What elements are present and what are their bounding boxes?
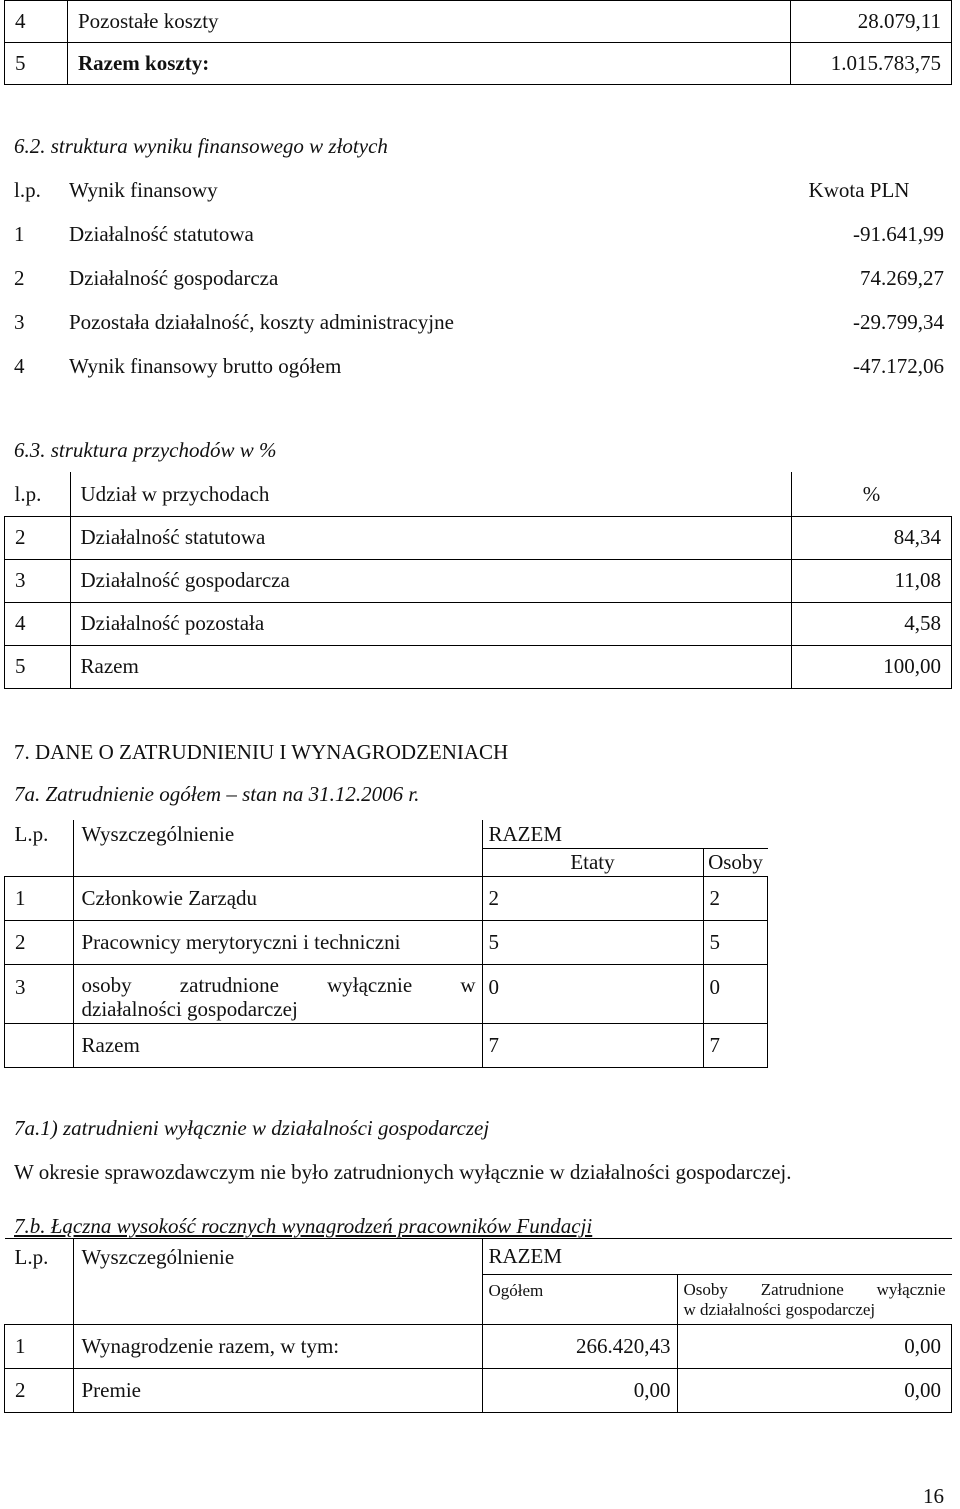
table-row [5, 1325, 952, 1369]
lp-cell: 1 [14, 221, 25, 246]
lp-cell: 2 [14, 265, 25, 290]
osoby-cell: 5 [703, 920, 768, 964]
table-header-row [5, 1275, 952, 1325]
osoby-header-line-1: Osoby Zatrudnione wyłącznie [683, 1279, 946, 1299]
name-cell: Pozostała działalność, koszty administracyjne [69, 309, 454, 334]
section-heading-6-2: 6.2. struktura wyniku finansowego w złotych [14, 134, 388, 158]
lp-header: l.p. [5, 472, 71, 516]
table-row [5, 876, 768, 920]
table-row [14, 212, 944, 256]
table-row [5, 1023, 768, 1067]
value-cell: 1.015.783,75 [791, 43, 952, 85]
ogolem-cell: 266.420,43 [482, 1325, 677, 1369]
lp-cell: 1 [5, 1325, 74, 1369]
costs-table [4, 0, 952, 85]
name-cell: Działalność pozostała [70, 602, 791, 645]
table-header-row [5, 1239, 952, 1275]
empty-cell [5, 1275, 74, 1325]
empty-cell [73, 848, 482, 876]
table-row [5, 559, 952, 602]
name-header: Wyszczególnienie [73, 1239, 482, 1275]
lp-cell: 2 [5, 920, 74, 964]
lp-cell: 2 [5, 516, 71, 559]
name-cell: Premie [73, 1369, 482, 1413]
name-cell: Działalność gospodarcza [70, 559, 791, 602]
name-cell: Pozostałe koszty [68, 1, 791, 43]
lp-cell: 3 [5, 559, 71, 602]
name-cell: Pracownicy merytoryczni i techniczni [73, 920, 482, 964]
name-header: Udział w przychodach [70, 472, 791, 516]
table-row [5, 1, 952, 43]
value-cell: -47.172,06 [853, 353, 944, 378]
osoby-cell: 0,00 [677, 1369, 952, 1413]
value-cell: 4,58 [791, 602, 952, 645]
osoby-cell: 0,00 [677, 1325, 952, 1369]
etaty-cell: 0 [482, 964, 703, 1023]
section-heading-7a: 7a. Zatrudnienie ogółem – stan na 31.12.2006 r. [14, 782, 420, 806]
section-heading-7: 7. DANE O ZATRUDNIENIU I WYNAGRODZENIACH [14, 740, 509, 764]
table-row [14, 344, 944, 388]
salaries-table [4, 1238, 952, 1413]
name-cell: Działalność statutowa [70, 516, 791, 559]
value-cell: 84,34 [791, 516, 952, 559]
employment-table [4, 820, 768, 1068]
value-cell: 74.269,27 [860, 265, 944, 290]
value-cell: 28.079,11 [791, 1, 952, 43]
table-header-row [14, 168, 944, 212]
total-header: RAZEM [482, 820, 768, 848]
value-cell: 11,08 [791, 559, 952, 602]
name-cell: Wynagrodzenie razem, w tym: [73, 1325, 482, 1369]
table-row [5, 645, 952, 688]
lp-cell: 2 [5, 1369, 74, 1413]
total-header: RAZEM [482, 1239, 952, 1275]
lp-cell [5, 1023, 74, 1067]
table-row [14, 300, 944, 344]
name-cell: Razem [70, 645, 791, 688]
result-table [14, 168, 944, 388]
etaty-cell: 5 [482, 920, 703, 964]
lp-cell: 3 [5, 964, 74, 1023]
osoby-header [677, 1275, 952, 1325]
lp-cell: 4 [14, 353, 25, 378]
table-header-row [5, 820, 768, 848]
value-cell: -91.641,99 [853, 221, 944, 246]
osoby-cell: 0 [703, 964, 768, 1023]
osoby-header-line-2: w działalności gospodarczej [683, 1299, 876, 1319]
table-row [5, 43, 952, 85]
lp-header: L.p. [5, 1239, 74, 1275]
empty-cell [5, 848, 74, 876]
ogolem-header: Ogółem [482, 1275, 677, 1325]
etaty-header: Etaty [482, 848, 703, 876]
section-heading-7b: 7.b. Łączna wysokość rocznych wynagrodzeń pracowników Fundacji [14, 1214, 593, 1238]
empty-cell [73, 1275, 482, 1325]
revenue-structure-table [4, 472, 952, 689]
osoby-header: Osoby [703, 848, 768, 876]
lp-cell: 3 [14, 309, 25, 334]
table-header-row [5, 848, 768, 876]
etaty-cell: 7 [482, 1023, 703, 1067]
table-row [5, 516, 952, 559]
value-header: % [791, 472, 952, 516]
lp-cell: 5 [5, 43, 68, 85]
etaty-cell: 2 [482, 876, 703, 920]
name-header: Wynik finansowy [69, 177, 218, 202]
name-header: Wyszczególnienie [73, 820, 482, 848]
value-header: Kwota PLN [808, 177, 910, 202]
table-header-row [5, 472, 952, 516]
osoby-cell: 7 [703, 1023, 768, 1067]
name-cell [73, 964, 482, 1023]
table-row [5, 1369, 952, 1413]
lp-cell: 5 [5, 645, 71, 688]
section-heading-6-3: 6.3. struktura przychodów w % [14, 438, 277, 462]
lp-header: l.p. [14, 177, 41, 202]
lp-header: L.p. [5, 820, 74, 848]
table-row [5, 602, 952, 645]
name-cell: Działalność gospodarcza [69, 265, 279, 290]
name-line-1: osoby zatrudnione wyłącznie w [81, 972, 476, 997]
lp-cell: 1 [5, 876, 74, 920]
name-cell: Wynik finansowy brutto ogółem [69, 353, 342, 378]
value-cell: -29.799,34 [853, 309, 944, 334]
name-cell: Razem koszty: [68, 43, 791, 85]
table-row [5, 964, 768, 1023]
page-number: 16 [923, 1484, 944, 1508]
name-cell: Działalność statutowa [69, 221, 254, 246]
table-row [5, 920, 768, 964]
lp-cell: 4 [5, 1, 68, 43]
ogolem-cell: 0,00 [482, 1369, 677, 1413]
section-text-7a1: W okresie sprawozdawczym nie było zatrudnionych wyłącznie w działalności gospodarczej. [14, 1160, 792, 1184]
lp-cell: 4 [5, 602, 71, 645]
name-cell: Razem [73, 1023, 482, 1067]
section-heading-7a1: 7a.1) zatrudnieni wyłącznie w działalności gospodarczej [14, 1116, 490, 1140]
table-row [14, 256, 944, 300]
name-cell: Członkowie Zarządu [73, 876, 482, 920]
name-line-2: działalności gospodarczej [81, 996, 298, 1021]
value-cell: 100,00 [791, 645, 952, 688]
osoby-cell: 2 [703, 876, 768, 920]
